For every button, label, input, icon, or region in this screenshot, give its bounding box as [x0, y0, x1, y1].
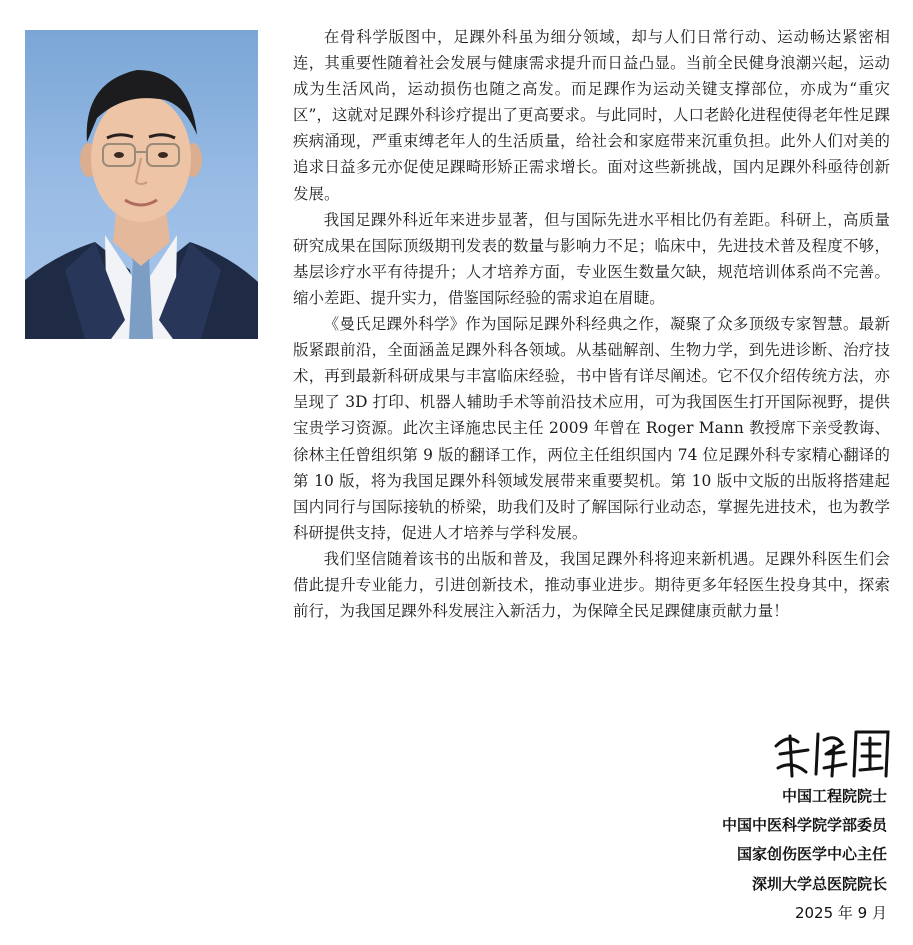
date-line: 2025 年 9 月	[794, 903, 887, 922]
handwritten-signature	[770, 724, 894, 780]
paragraph-1: 在骨科学版图中，足踝外科虽为细分领域，却与人们日常行动、运动畅达紧密相连，其重要性随着社会发展与健康需求提升而日益凸显。当前全民健身浪潮兴起，运动成为生活风尚，运动损伤也随之高发。而足踝作为运动关键支撑部位，亦成为“重灾区”，这就对足踝外科诊疗提出了更高要求。与此同时，人口老龄化进程使得老年性足踝疾病涌现，严重束缚老年人的生活质量，给社会和家庭带来沉重负担。此外人们对美的追求日益多元亦促使足踝畸形矫正需求增长。面对这些新挑战，国内足踝外科亟待创新发展。	[293, 28, 890, 203]
title-line-1: 中国工程院院士	[781, 787, 887, 805]
paragraph-2: 我国足踝外科近年来进步显著，但与国际先进水平相比仍有差距。科研上，高质量研究成果在国际顶级期刊发表的数量与影响力不足；临床中，先进技术普及程度不够，基层诊疗水平有待提升；人才培养方面，专业医生数量欠缺，规范培训体系尚不完善。缩小差距、提升实力，借鉴国际经验的需求迫在眉睫。	[293, 210, 890, 307]
preface-text	[293, 24, 890, 624]
paragraph-3: 《曼氏足踝外科学》作为国际足踝外科经典之作，凝聚了众多顶级专家智慧。最新版紧跟前沿，全面涵盖足踝外科各领域。从基础解剖、生物力学，到先进诊断、治疗技术，再到最新科研成果与丰富临床经验，书中皆有详尽阐述。它不仅介绍传统方法，亦呈现了 3D 打印、机器人辅助手术等前沿技术应用，可为我国医生打开国际视野，提供宝贵学习资源。此次主译施忠民主任 2009 年曾在 Roger Mann 教授席下亲受教诲、徐林主任曾组织第 9 版的翻译工作，两位主任组织国内 74 位足踝外科专家精心翻译的第 10 版，将为我国足踝外科领域发展带来重要契机。第 10 版中文版的出版将搭建起国内同行与国际接轨的桥梁，助我们及时了解国际行业动态，掌握先进技术，也为教学科研提供支持，促进人才培养与学科发展。	[293, 315, 890, 542]
author-credentials	[722, 782, 887, 928]
title-line-4: 深圳大学总医院院长	[751, 874, 887, 893]
title-line-2: 中国中医科学院学部委员	[721, 816, 887, 835]
title-line-3: 国家创伤医学中心主任	[736, 845, 887, 864]
paragraph-4: 我们坚信随着该书的出版和普及，我国足踝外科将迎来新机遇。足踝外科医生们会借此提升专业能力，引进创新技术，推动事业进步。期待更多年轻医生投身其中，探索前行，为我国足踝外科发展注入新活力，为保障全民足踝健康贡献力量！	[293, 549, 890, 621]
author-portrait	[25, 30, 258, 339]
portrait-photo	[25, 30, 258, 339]
